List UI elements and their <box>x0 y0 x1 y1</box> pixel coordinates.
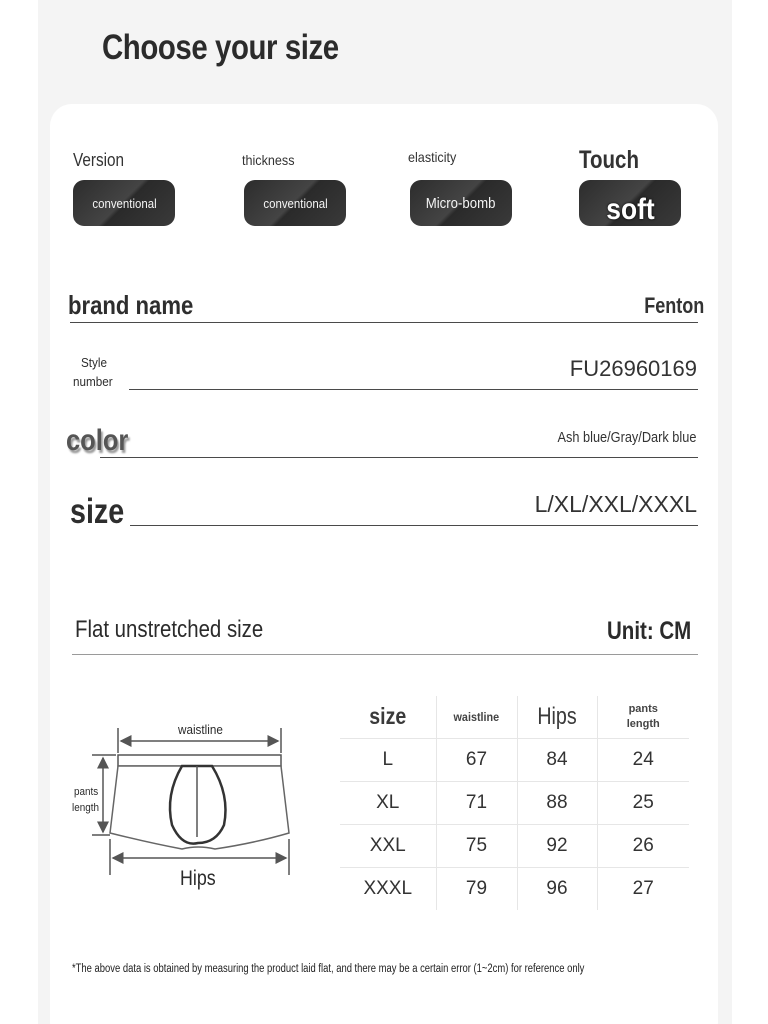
table-row <box>340 781 689 824</box>
cell-hips: 88 <box>517 781 597 824</box>
style-label-line1: Style <box>81 355 108 370</box>
brand-label: brand name <box>68 290 194 320</box>
color-label: color <box>66 424 129 457</box>
cell-size: XXXL <box>340 867 436 910</box>
col-size-header: size <box>369 703 407 730</box>
attr-thickness-label: thickness <box>242 152 295 168</box>
cell-waist: 67 <box>436 738 517 781</box>
brand-value: Fenton <box>643 293 704 318</box>
cell-size: L <box>340 738 436 781</box>
measurements-divider <box>72 654 698 655</box>
attr-elasticity-pill <box>410 180 512 226</box>
size-label: size <box>70 492 125 531</box>
attr-touch-label: Touch <box>579 146 639 174</box>
col-length-header <box>597 696 689 738</box>
cell-hips: 84 <box>517 738 597 781</box>
waistband <box>118 755 281 766</box>
measurements-unit: Unit: CM <box>607 617 692 645</box>
color-value: Ash blue/Gray/Dark blue <box>557 429 696 446</box>
page-title: Choose your size <box>102 28 339 67</box>
cell-waist: 79 <box>436 867 517 910</box>
cell-length: 25 <box>597 781 689 824</box>
attr-thickness-value: conventional <box>262 195 328 211</box>
size-chart-table <box>340 696 689 910</box>
cell-size: XL <box>340 781 436 824</box>
attr-version-pill <box>73 180 175 226</box>
style-underline <box>129 389 698 390</box>
style-label-line2: number <box>73 374 113 389</box>
table-row <box>340 867 689 910</box>
brand-underline <box>70 322 698 323</box>
diagram-length-label-line1: pants <box>74 786 99 798</box>
cell-length: 26 <box>597 824 689 867</box>
attr-version-value: conventional <box>91 195 157 211</box>
attr-elasticity-label: elasticity <box>408 149 457 165</box>
diagram-waist-label: waistline <box>178 722 223 737</box>
table-row <box>340 738 689 781</box>
attr-touch-pill <box>579 180 681 226</box>
diagram-length-label-line2: length <box>72 802 99 814</box>
style-value: FU26960169 <box>569 356 697 381</box>
table-row <box>340 824 689 867</box>
col-length-header-line1: pants <box>628 702 658 715</box>
cell-waist: 75 <box>436 824 517 867</box>
diagram-hips-label: Hips <box>180 867 216 890</box>
size-underline <box>130 525 698 526</box>
attr-version-label: Version <box>73 150 125 170</box>
cell-waist: 71 <box>436 781 517 824</box>
col-waist-header: waistline <box>436 696 517 738</box>
cell-length: 24 <box>597 738 689 781</box>
table-header-row <box>340 696 689 738</box>
cell-hips: 96 <box>517 867 597 910</box>
attr-touch-value: soft <box>605 193 655 226</box>
size-value: L/XL/XXL/XXXL <box>534 491 697 517</box>
cell-length: 27 <box>597 867 689 910</box>
attr-thickness-pill <box>244 180 346 226</box>
color-underline <box>100 457 698 458</box>
cell-hips: 92 <box>517 824 597 867</box>
measurement-footnote: *The above data is obtained by measuring the product laid flat, and there may be a certain error (1~2cm) for reference only <box>72 963 585 975</box>
col-hips-header: Hips <box>517 696 597 738</box>
measurements-heading: Flat unstretched size <box>75 616 264 643</box>
col-length-header-line2: length <box>626 717 660 730</box>
attr-elasticity-value: Micro-bomb <box>426 194 496 212</box>
cell-size: XXL <box>340 824 436 867</box>
